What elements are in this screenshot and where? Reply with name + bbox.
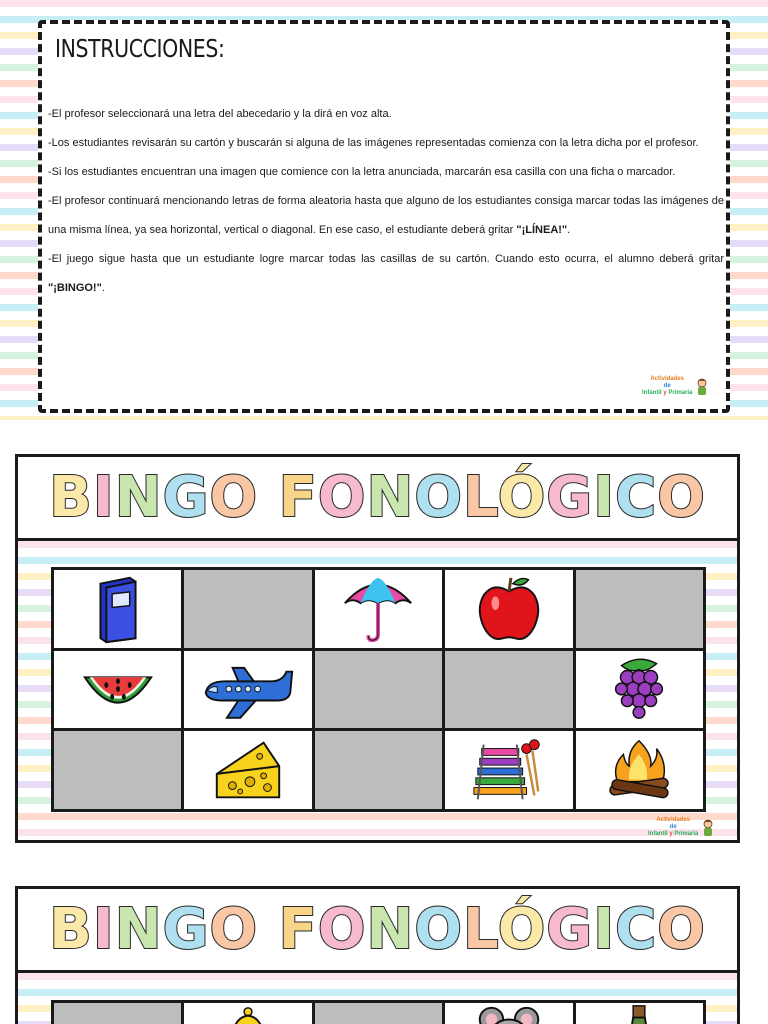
title-letter: O	[317, 465, 367, 530]
bingo-cell-blank[interactable]	[576, 570, 703, 648]
airplane-icon	[200, 653, 296, 725]
kid-mascot-icon	[694, 377, 710, 397]
bell-icon	[209, 1003, 287, 1024]
xylophone-icon	[470, 734, 548, 806]
title-letter: G	[546, 465, 594, 530]
instruction-3: -Si los estudiantes encuentran una imagen que comience con la letra anunciada, marcarán esa casilla con una ficha o marcador.	[48, 166, 676, 178]
instruction-2: -Los estudiantes revisarán su cartón y buscarán si alguna de las imágenes representadas comienza con la letra dicha por el profesor.	[48, 137, 699, 149]
title-letter: I	[593, 465, 616, 530]
title-letter: G	[162, 465, 210, 530]
title-letter: O	[414, 465, 463, 530]
title-letter: G	[162, 897, 210, 962]
apple-icon	[470, 573, 548, 645]
instructions-title: INSTRUCCIONES:	[55, 34, 225, 63]
bingo-cell-blank[interactable]	[54, 1003, 181, 1024]
instruction-5: -El juego sigue hasta que un estudiante logre marcar todas las casillas de su cartón. Cuando esto ocurra, el alumno deberá gritar "¡BINGO!".	[48, 253, 724, 294]
instruction-4: -El profesor continuará mencionando letras de forma aleatoria hasta que alguno de los estudiantes consiga marcar todas las imágenes de una misma línea, ya sea horizontal, vertical o diagonal. En ese caso, el estudiante deberá gritar "¡LÍNEA!".	[48, 195, 724, 236]
campfire-icon	[600, 734, 678, 806]
title-letter: I	[92, 897, 115, 962]
title-letter: O	[209, 897, 259, 962]
umbrella-icon	[339, 573, 417, 645]
title-letter	[258, 465, 279, 530]
title-letter: O	[657, 465, 706, 530]
bingo-cell[interactable]	[576, 1003, 703, 1024]
title-letter: Ó	[497, 465, 547, 530]
grapes-icon	[600, 653, 678, 725]
title-letter: B	[49, 465, 93, 530]
title-letter: F	[278, 465, 318, 530]
bingo-title	[49, 897, 706, 962]
title-letter: I	[92, 465, 115, 530]
bingo-title	[49, 465, 706, 530]
watermelon-icon	[79, 653, 157, 725]
bingo-cell[interactable]	[445, 1003, 572, 1024]
title-letter: O	[317, 897, 367, 962]
bottle-icon	[600, 1003, 678, 1024]
bingo-cell[interactable]	[445, 731, 572, 809]
bingo-cell[interactable]	[54, 570, 181, 648]
bingo-cell[interactable]	[315, 570, 442, 648]
bingo-cell-blank[interactable]	[315, 1003, 442, 1024]
instructions-box	[38, 20, 730, 413]
brand-logo: Actividades de Infantil y Primaria	[648, 817, 716, 838]
mouse-icon	[470, 1003, 548, 1024]
title-letter: N	[114, 897, 163, 962]
title-letter: Ó	[497, 897, 547, 962]
title-letter: G	[546, 897, 594, 962]
title-letter: B	[49, 897, 93, 962]
bingo-cell[interactable]	[54, 651, 181, 729]
bingo-grid	[51, 567, 706, 812]
cheese-icon	[209, 734, 287, 806]
bingo-cell[interactable]	[576, 651, 703, 729]
title-letter: O	[414, 897, 463, 962]
bingo-cell[interactable]	[184, 731, 311, 809]
bingo-cell[interactable]	[184, 651, 311, 729]
title-letter: I	[593, 897, 616, 962]
brand-logo: Actividades de Infantil y Primaria	[642, 376, 710, 397]
bingo-cell-blank[interactable]	[315, 651, 442, 729]
title-letter: C	[615, 897, 658, 962]
bingo-cell-blank[interactable]	[445, 651, 572, 729]
title-letter: N	[366, 465, 415, 530]
title-letter: L	[463, 897, 498, 962]
instruction-1: -El profesor seleccionará una letra del abecedario y la dirá en voz alta.	[48, 108, 392, 120]
bingo-cell[interactable]	[184, 1003, 311, 1024]
bingo-cell-blank[interactable]	[184, 570, 311, 648]
bingo-grid	[51, 1000, 706, 1024]
title-letter: O	[209, 465, 259, 530]
bingo-card-1	[15, 454, 740, 843]
bingo-cell[interactable]	[576, 731, 703, 809]
title-letter: C	[615, 465, 658, 530]
title-letter	[258, 897, 279, 962]
title-letter: N	[114, 465, 163, 530]
kid-mascot-icon	[700, 818, 716, 838]
title-letter: L	[463, 465, 498, 530]
title-letter: F	[278, 897, 318, 962]
bingo-cell[interactable]	[445, 570, 572, 648]
instructions-text	[48, 100, 724, 303]
title-letter: N	[366, 897, 415, 962]
bingo-cell-blank[interactable]	[54, 731, 181, 809]
title-letter: O	[657, 897, 706, 962]
book-icon	[79, 573, 157, 645]
bingo-card-2	[15, 886, 740, 1024]
bingo-cell-blank[interactable]	[315, 731, 442, 809]
